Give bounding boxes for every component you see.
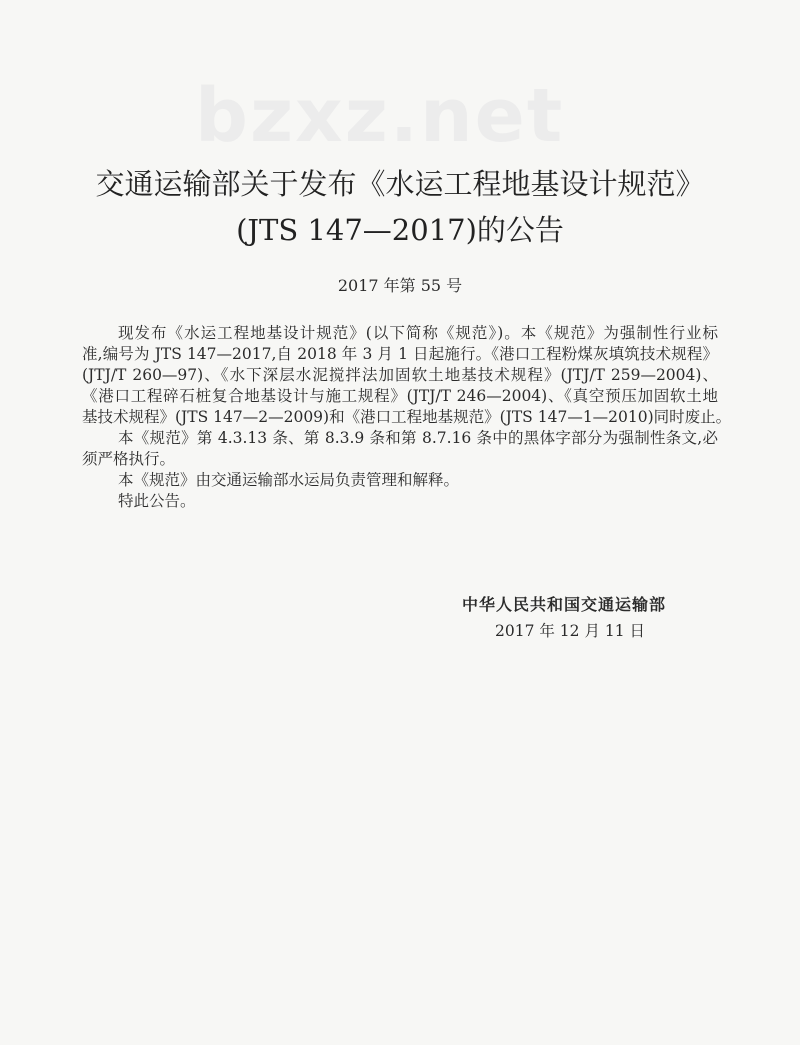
document-number: 2017 年第 55 号 xyxy=(337,276,463,295)
issuer-signature: 中华人民共和国交通运输部 xyxy=(462,595,667,614)
title-line-1: 交通运输部关于发布《水运工程地基设计规范》 xyxy=(95,167,705,201)
body-line: 本《规范》第 4.3.13 条、第 8.3.9 条和第 8.7.16 条中的黑体字部分为强制性条文,必 xyxy=(118,429,718,447)
title-line-2: (JTS 147—2017)的公告 xyxy=(236,213,564,247)
watermark: bzxz.net xyxy=(195,73,565,159)
body-line: 特此公告。 xyxy=(118,492,196,510)
body-line: 现发布《水运工程地基设计规范》(以下简称《规范》)。本《规范》为强制性行业标 xyxy=(118,324,718,342)
body-line: 须严格执行。 xyxy=(82,450,176,468)
body-line: (JTJ/T 260—97)、《水下深层水泥搅拌法加固软土地基技术规程》(JTJ/T 259—2004)、 xyxy=(82,366,718,384)
body-line: 《港口工程碎石桩复合地基设计与施工规程》(JTJ/T 246—2004)、《真空预压加固软土地 xyxy=(82,387,718,405)
body-line: 本《规范》由交通运输部水运局负责管理和解释。 xyxy=(118,471,460,489)
issue-date: 2017 年 12 月 11 日 xyxy=(495,622,646,640)
body-line: 准,编号为 JTS 147—2017,自 2018 年 3 月 1 日起施行。《港口工程粉煤灰填筑技术规程》 xyxy=(82,345,718,363)
body-line: 基技术规程》(JTS 147—2—2009)和《港口工程地基规范》(JTS 147—1—2010)同时废止。 xyxy=(82,408,732,426)
